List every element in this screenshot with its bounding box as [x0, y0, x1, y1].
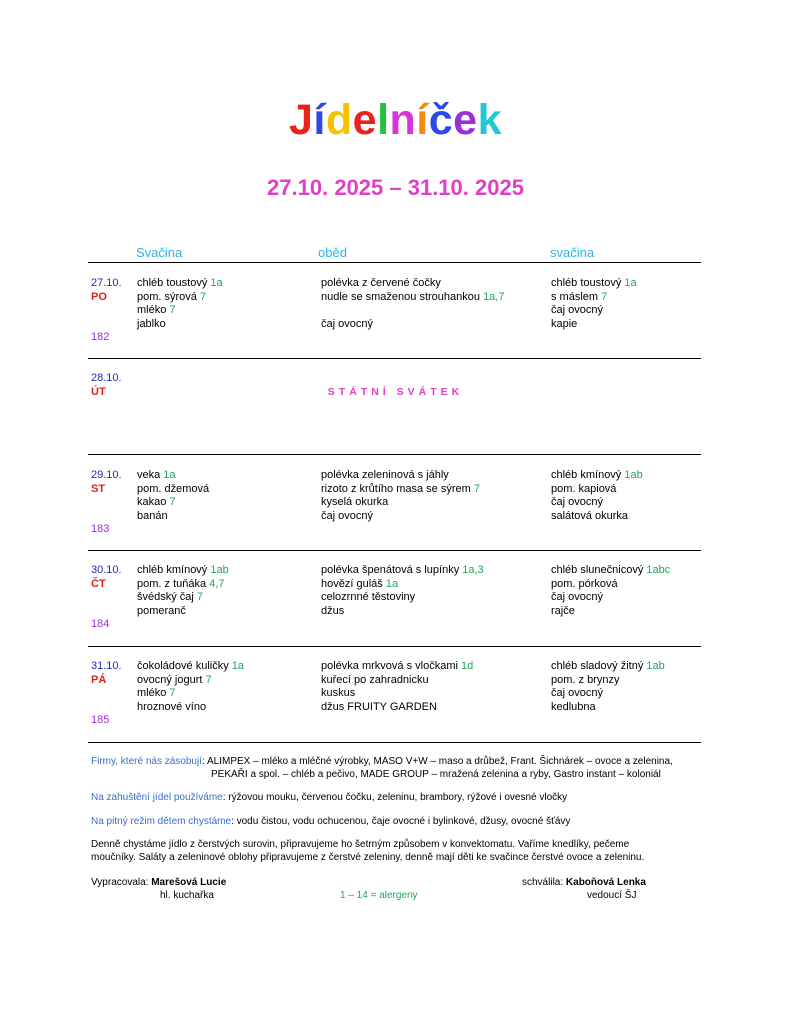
menu-column-lunch [321, 469, 480, 523]
kitchen-note [91, 838, 706, 864]
column-header-snack1: Svačina [136, 245, 183, 260]
menu-item [137, 318, 223, 332]
prepared-name: Marešová Lucie [151, 877, 227, 888]
allergen-code: 1a,7 [483, 290, 505, 303]
day-date: 27.10. [91, 277, 122, 289]
menu-item-text: pom. kapiová [551, 482, 617, 495]
menu-item [321, 277, 504, 291]
menu-item-text: celozrnné těstoviny [321, 591, 416, 603]
menu-item-text: čaj ovocný [551, 496, 603, 508]
thickening-note [91, 791, 706, 804]
menu-item-text: pom. z tuňáka [137, 577, 210, 590]
allergen-code: 1a [624, 277, 637, 289]
menu-item [551, 496, 643, 510]
menu-item [551, 605, 670, 619]
divider [88, 262, 701, 263]
allergen-code: 1ab [624, 469, 643, 481]
menu-item [321, 701, 473, 715]
prepared-by [91, 876, 226, 889]
menu-column-snack1 [137, 469, 209, 523]
approved-role: vedoucí ŠJ [587, 890, 637, 901]
divider [88, 358, 701, 359]
menu-column-lunch [321, 277, 504, 331]
menu-item-text: pom. džemová [137, 482, 210, 495]
menu-item [137, 591, 229, 605]
menu-column-snack2 [551, 564, 670, 618]
menu-item [551, 674, 665, 688]
title-letter: í [313, 96, 326, 144]
menu-item [137, 605, 229, 619]
menu-item-text: pomeranč [137, 604, 186, 617]
day-number: 185 [91, 714, 110, 726]
day-name: ÚT [91, 385, 106, 398]
column-header-snack2: svačina [550, 245, 595, 260]
menu-item [137, 510, 209, 524]
menu-item-text: kyselá okurka [321, 496, 389, 508]
divider [88, 742, 701, 743]
menu-column-snack2 [551, 469, 643, 523]
allergens-legend: 1 – 14 = alergeny [340, 890, 418, 901]
menu-item [137, 469, 209, 483]
divider [88, 646, 701, 647]
day-name: PO [91, 290, 107, 303]
menu-item-text: pom. pórková [551, 577, 618, 590]
menu-item [321, 510, 480, 524]
menu-item [321, 578, 484, 592]
title-letter: e [453, 96, 478, 144]
allergen-code: 4,7 [209, 577, 225, 590]
menu-item-text: jablko [137, 317, 166, 330]
suppliers-text: : ALIMPEX – mléko a mléčné výrobky, MASO V+W – maso a drůbež, Frant. Šichnárek – ovoce a zelenina, [201, 756, 673, 767]
menu-item [321, 591, 484, 605]
menu-item-text: pom. z brynzy [551, 673, 620, 686]
allergen-code: 1a [163, 469, 176, 481]
menu-item-text: chléb kmínový [137, 564, 211, 576]
menu-item-text: hovězí guláš [321, 577, 386, 590]
menu-item-text: salátová okurka [551, 509, 629, 522]
menu-item-text: čaj ovocný [321, 317, 373, 330]
menu-item [551, 318, 637, 332]
menu-item [321, 687, 473, 701]
menu-item [321, 660, 473, 674]
date-range: 27.10. 2025 – 31.10. 2025 [267, 175, 524, 200]
kitchen-note-line1: Denně chystáme jídlo z čerstvých surovin, připravujeme ho šetrným způsobem v konvektomatu. Vaříme knedlíky, pečeme [91, 839, 630, 850]
divider [88, 454, 701, 455]
menu-item [551, 510, 643, 524]
title-letter: J [288, 96, 314, 144]
menu-item-text: čaj ovocný [551, 687, 603, 699]
day-number: 182 [91, 331, 110, 343]
menu-item-text: kuřecí po zahradnicku [321, 673, 429, 686]
menu-item [551, 687, 665, 701]
menu-item [137, 687, 244, 701]
menu-column-snack2 [551, 660, 665, 714]
allergen-code: 1a [231, 660, 245, 672]
menu-item [551, 277, 637, 291]
menu-item [551, 591, 670, 605]
menu-item [321, 318, 504, 332]
menu-item-text: čaj ovocný [551, 304, 603, 316]
menu-item-text: mléko [137, 687, 170, 699]
menu-item-text: kedlubna [551, 700, 596, 713]
title-letter: e [352, 96, 378, 144]
menu-item [137, 578, 229, 592]
suppliers-note [91, 755, 706, 781]
allergen-code: 1a,3 [462, 564, 484, 576]
title-letter: k [477, 96, 503, 144]
menu-item-text: čaj ovocný [321, 509, 373, 522]
allergen-code: 7 [199, 290, 207, 303]
menu-item-text: chléb kmínový [551, 469, 625, 481]
menu-item-text: polévka zeleninová s jáhly [321, 469, 449, 481]
menu-item [137, 564, 229, 578]
menu-item-text: nudle se smaženou strouhankou [321, 290, 484, 303]
day-name: ČT [91, 577, 106, 590]
allergen-code: 1a [385, 577, 399, 590]
allergen-code: 1ab [210, 564, 229, 576]
menu-item-text: mléko [137, 304, 170, 316]
menu-item-text: banán [137, 509, 168, 522]
menu-item [137, 483, 209, 497]
day-date: 28.10. [91, 372, 122, 384]
drinks-note [91, 815, 706, 828]
day-number: 184 [91, 618, 110, 630]
menu-item [321, 674, 473, 688]
menu-column-lunch [321, 660, 473, 714]
approved-by [522, 876, 646, 889]
menu-item [321, 304, 504, 318]
menu-item-text: chléb sladový žitný [551, 660, 647, 672]
drinks-text: : vodu čistou, vodu ochucenou, čaje ovocné i bylinkové, džusy, ovocné šťávy [231, 816, 571, 827]
prepared-label: Vypracovala: [91, 877, 152, 888]
day-date: 30.10. [91, 564, 122, 576]
holiday-label: STÁTNÍ SVÁTEK [327, 386, 464, 398]
menu-item-text: rizoto z krůtího masa se sýrem [321, 482, 474, 495]
menu-item [551, 701, 665, 715]
allergen-code: 7 [169, 687, 176, 699]
menu-item [137, 291, 223, 305]
allergen-code: 7 [205, 673, 212, 686]
menu-item [551, 578, 670, 592]
menu-item [551, 483, 643, 497]
allergen-code: 1a [210, 277, 223, 289]
prepared-role: hl. kuchařka [160, 890, 214, 901]
menu-item [321, 496, 480, 510]
title-letter: l [377, 96, 390, 144]
menu-item [321, 564, 484, 578]
allergen-code: 7 [169, 496, 176, 508]
day-name: PÁ [91, 673, 107, 686]
approved-name: Kaboňová Lenka [565, 877, 646, 888]
menu-item [551, 291, 637, 305]
menu-item-text: chléb toustový [551, 277, 625, 289]
menu-item [321, 605, 484, 619]
suppliers-label: Firmy, které nás zásobují [91, 756, 202, 767]
menu-item-text: rajče [551, 604, 575, 617]
menu-item-text: džus [321, 604, 345, 617]
title-letter: d [325, 96, 353, 144]
title-letter: n [389, 96, 417, 144]
column-header-lunch: oběd [318, 245, 347, 260]
menu-item-text: čokoládové kuličky [137, 660, 232, 672]
allergen-code: 7 [473, 482, 480, 495]
thickening-label: Na zahuštění jídel používáme [91, 792, 223, 803]
menu-item [551, 564, 670, 578]
menu-item-text: švédský čaj [137, 591, 197, 603]
menu-item-text: veka [137, 469, 164, 481]
menu-item [551, 660, 665, 674]
menu-item-text: polévka špenátová s lupínky [321, 564, 463, 576]
allergen-code: 1d [461, 660, 474, 672]
allergen-code: 1ab [646, 660, 665, 672]
menu-item-text: polévka mrkvová s vločkami [321, 660, 461, 672]
menu-column-lunch [321, 564, 484, 618]
menu-item-text: kapie [551, 317, 578, 330]
menu-item-text: čaj ovocný [551, 591, 603, 603]
approved-label: schválila: [522, 877, 566, 888]
page-title [0, 95, 791, 145]
menu-item [551, 469, 643, 483]
allergen-code: 1abc [646, 564, 671, 576]
menu-item [137, 496, 209, 510]
menu-column-snack1 [137, 277, 223, 331]
menu-item [137, 277, 223, 291]
menu-item-text: kuskus [321, 687, 356, 699]
kitchen-note-line2: moučníky. Saláty a zeleninové oblohy připravujeme z čerstvé zeleniny, denně mají děti ke svačince čerstvé ovoce a zeleninu. [91, 852, 645, 863]
drinks-label: Na pitný režim dětem chystáme [91, 816, 232, 827]
menu-item [321, 469, 480, 483]
menu-column-snack2 [551, 277, 637, 331]
suppliers-text-2: PEKAŘI a spol. – chléb a pečivo, MADE GROUP – mražená zelenina a ryby, Gastro instant – koloniál [211, 769, 661, 780]
menu-item [321, 483, 480, 497]
title-letter: í [416, 96, 429, 144]
day-name: ST [91, 482, 106, 495]
title-letter: č [428, 96, 454, 144]
menu-column-snack1 [137, 564, 229, 618]
thickening-text: : rýžovou mouku, červenou čočku, zeleninu, brambory, rýžové i ovesné vločky [222, 792, 568, 803]
menu-item-text: hroznové víno [137, 700, 207, 713]
menu-item [137, 660, 244, 674]
menu-item-text: polévka z červené čočky [321, 277, 441, 289]
divider [88, 550, 701, 551]
menu-item [137, 304, 223, 318]
menu-item [321, 291, 504, 305]
day-number: 183 [91, 523, 110, 535]
menu-item [137, 674, 244, 688]
day-date: 31.10. [91, 660, 122, 672]
menu-item-text: pom. sýrová [137, 290, 200, 303]
menu-item [551, 304, 637, 318]
menu-item-text: s máslem [551, 290, 602, 303]
allergen-code: 7 [169, 304, 176, 316]
menu-item-text: chléb toustový [137, 277, 211, 289]
menu-column-snack1 [137, 660, 244, 714]
menu-item-text: chléb slunečnicový [551, 564, 647, 576]
allergen-code: 7 [196, 591, 204, 603]
menu-item-text: džus FRUITY GARDEN [321, 700, 437, 713]
day-date: 29.10. [91, 469, 122, 481]
allergen-code: 7 [601, 290, 608, 303]
menu-item-text: ovocný jogurt [137, 673, 206, 686]
menu-item [137, 701, 244, 715]
menu-item-text: kakao [137, 496, 170, 508]
